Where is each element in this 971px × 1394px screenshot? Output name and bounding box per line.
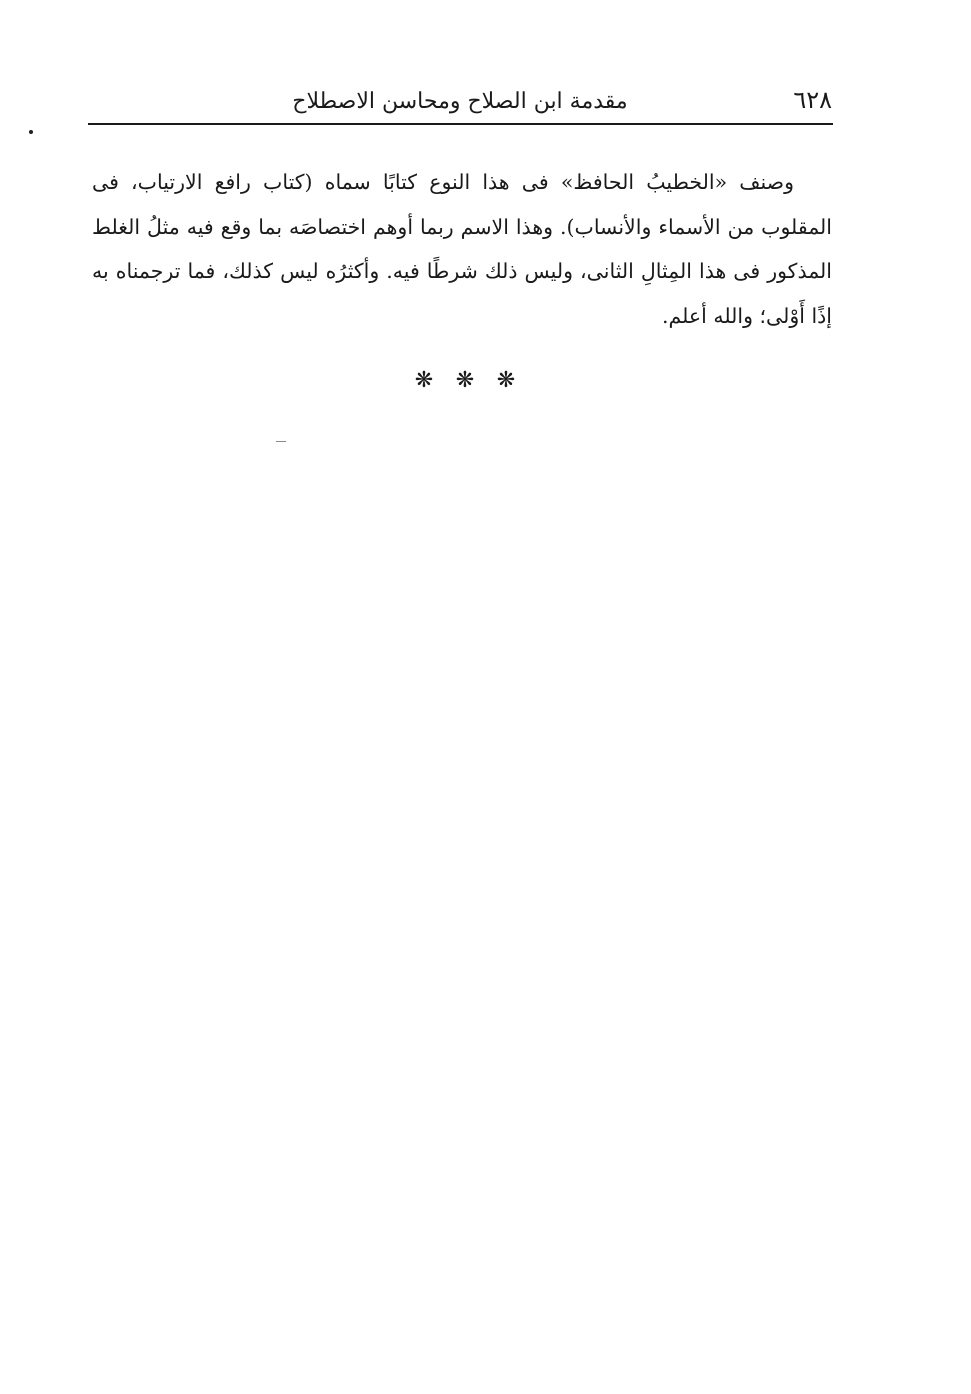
page-number: ٦٢٨ (793, 86, 832, 114)
running-title: مقدمة ابن الصلاح ومحاسن الاصطلاح (292, 89, 628, 114)
ink-speck (29, 130, 33, 134)
paragraph: وصنف «الخطيبُ الحافظ» فى هذا النوع كتابًا سماه (كتاب رافع الارتياب، فى المقلوب من الأسماء والأنساب). وهذا الاسم ربما أوهم اختصاصَه بما وقع فيه مثلُ الغلط المذكور فى هذا المِثالِ الثانى، وليس ذلك شرطًا فيه. وأكثرُه ليس كذلك، فما ترجمناه به إذًا أَوْلى؛ والله أعلم. (92, 170, 832, 328)
asterism-star-icon: ❋ (496, 368, 516, 393)
asterism-star-icon: ❋ (414, 368, 434, 393)
section-separator (410, 366, 520, 396)
running-header (88, 82, 832, 122)
scan-mark (276, 441, 286, 442)
main-text (92, 160, 832, 338)
header-rule (88, 123, 833, 125)
asterism-star-icon: ❋ (455, 368, 475, 393)
